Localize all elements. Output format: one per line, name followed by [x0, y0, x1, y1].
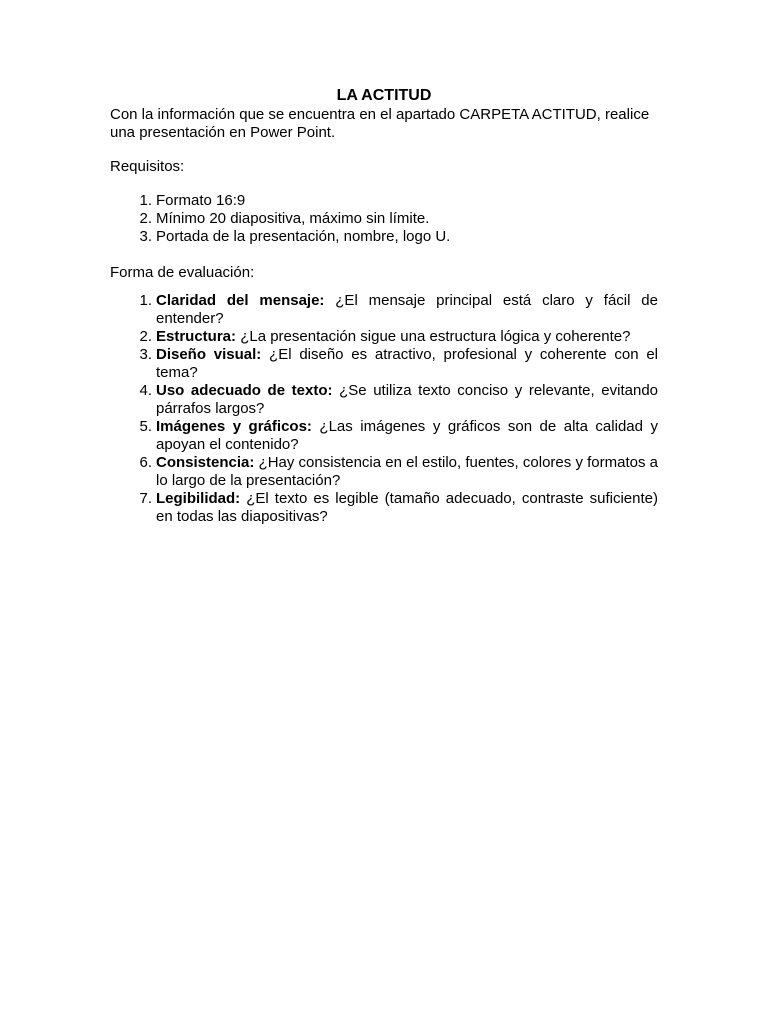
evaluation-item [110, 382, 658, 418]
list-number: 4. [139, 382, 152, 399]
document-page [110, 86, 658, 526]
requirement-item [110, 228, 658, 246]
evaluation-term: Claridad del mensaje: [156, 292, 325, 309]
evaluation-body [156, 346, 658, 382]
evaluation-body [156, 328, 658, 346]
evaluation-text: ¿La presentación sigue una estructura lógica y coherente? [236, 328, 631, 345]
requirements-label: Requisitos: [110, 158, 185, 175]
evaluation-item [110, 454, 658, 490]
evaluation-item [110, 292, 658, 328]
evaluation-text: ¿El diseño es atractivo, profesional y coherente con el tema? [156, 346, 658, 381]
evaluation-body [156, 454, 658, 490]
evaluation-text: ¿Las imágenes y gráficos son de alta calidad y apoyan el contenido? [156, 418, 658, 453]
evaluation-term: Legibilidad: [156, 490, 241, 507]
evaluation-item [110, 328, 658, 346]
requirement-text: Mínimo 20 diapositiva, máximo sin límite. [156, 210, 430, 227]
list-number: 2. [139, 210, 152, 227]
evaluation-label: Forma de evaluación: [110, 264, 255, 281]
evaluation-term: Estructura: [156, 328, 237, 345]
evaluation-list [110, 292, 658, 526]
list-number: 3. [139, 228, 152, 245]
evaluation-body [156, 418, 658, 454]
evaluation-item [110, 490, 658, 526]
list-number: 7. [139, 490, 152, 507]
list-number: 5. [139, 418, 152, 435]
list-number: 1. [139, 192, 152, 209]
evaluation-text: ¿Se utiliza texto conciso y relevante, evitando párrafos largos? [156, 382, 659, 417]
evaluation-item [110, 418, 658, 454]
list-number: 1. [139, 292, 152, 309]
evaluation-body [156, 490, 658, 526]
evaluation-term: Imágenes y gráficos: [156, 418, 312, 435]
evaluation-item [110, 346, 658, 382]
evaluation-text: ¿El texto es legible (tamaño adecuado, contraste suficiente) en todas las diapositivas? [156, 490, 658, 525]
evaluation-body [156, 292, 658, 328]
evaluation-term: Uso adecuado de texto: [156, 382, 333, 399]
evaluation-text: ¿Hay consistencia en el estilo, fuentes, colores y formatos a lo largo de la presentación? [156, 454, 658, 489]
list-number: 6. [139, 454, 152, 471]
requirement-item [110, 210, 658, 228]
document-title: LA ACTITUD [336, 87, 432, 104]
requirements-list [110, 192, 658, 246]
requirement-text: Formato 16:9 [156, 192, 246, 209]
list-number: 2. [139, 328, 152, 345]
requirement-text: Portada de la presentación, nombre, logo U. [156, 228, 451, 245]
requirement-item [110, 192, 658, 210]
list-number: 3. [139, 346, 152, 363]
intro-paragraph: Con la información que se encuentra en el apartado CARPETA ACTITUD, realice una presentación en Power Point. [110, 106, 650, 141]
evaluation-text: ¿El mensaje principal está claro y fácil de entender? [156, 292, 658, 327]
evaluation-body [156, 382, 658, 418]
evaluation-term: Consistencia: [156, 454, 255, 471]
evaluation-term: Diseño visual: [156, 346, 262, 363]
